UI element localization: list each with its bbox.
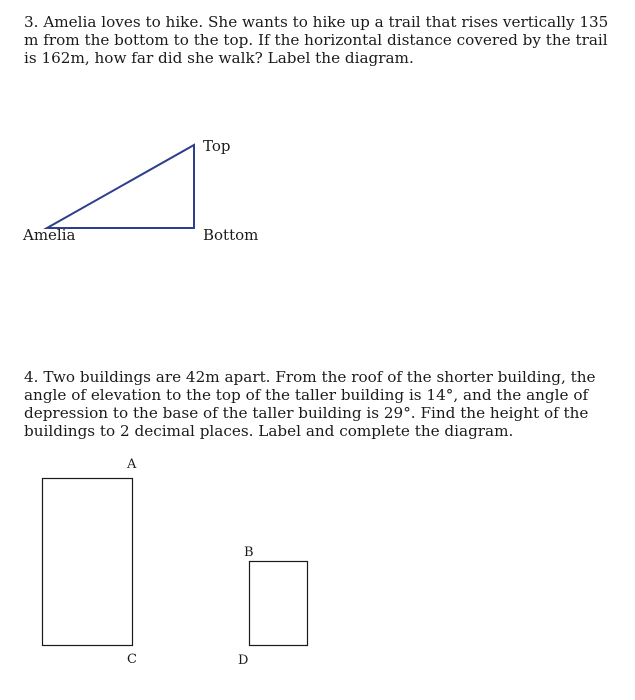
shorter-building	[250, 562, 308, 646]
label-b: B	[244, 545, 254, 560]
label-bottom: Bottom	[203, 226, 259, 244]
label-top: Top	[203, 137, 231, 155]
taller-building	[43, 479, 133, 646]
label-d: D	[238, 653, 249, 668]
label-c: C	[127, 652, 137, 667]
label-a: A	[127, 457, 137, 472]
problem-4-text: 4. Two buildings are 42m apart. From the roof of the shorter building, the angle of elevation to the top of the taller building is 14°, and the angle of depression to the base of the taller building is 29°. Find the height of the buildings to 2 decimal places. Label and complete the diagram.	[24, 368, 596, 440]
problem-3-text: 3. Amelia loves to hike. She wants to hike up a trail that rises vertically 135 m from the bottom to the top. If the horizontal distance covered by the trail is 162m, how far did she walk? Label the diagram.	[24, 13, 609, 67]
trail-triangle	[47, 145, 194, 228]
label-amelia: Amelia	[23, 226, 76, 244]
